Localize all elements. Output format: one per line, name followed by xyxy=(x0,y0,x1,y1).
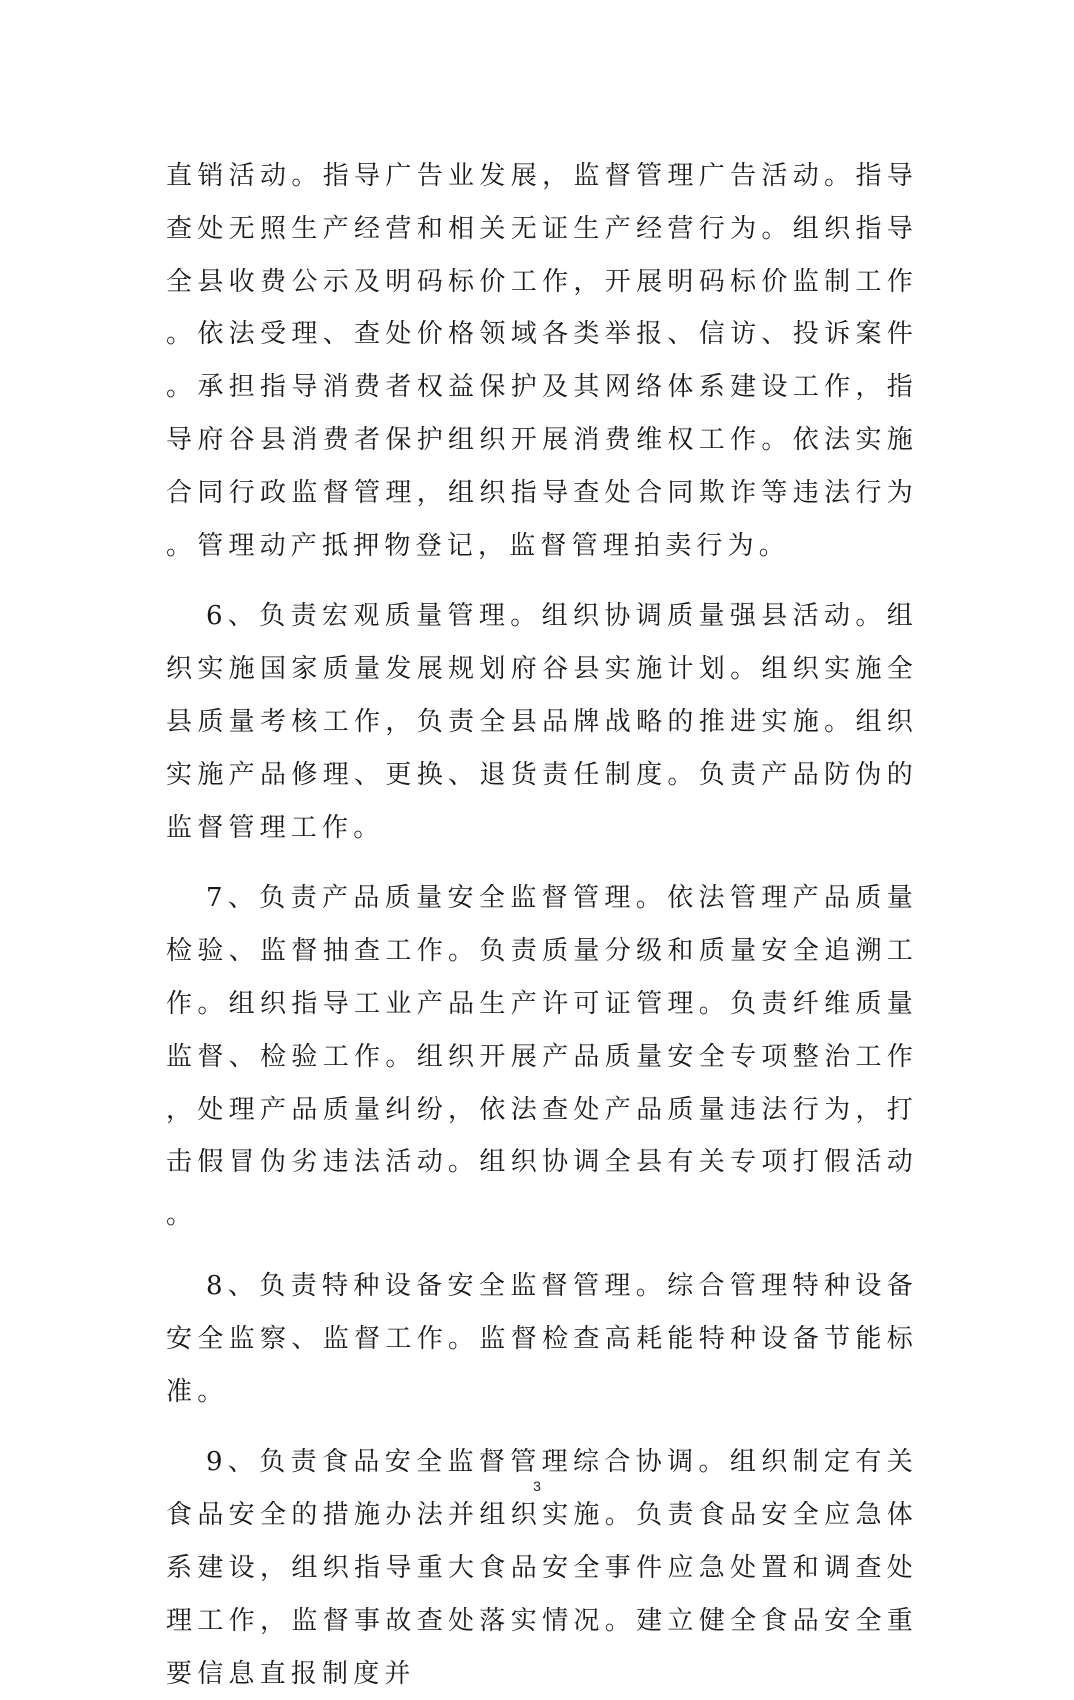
paragraph-item-7: 7、负责产品质量安全监督管理。依法管理产品质量检验、监督抽查工作。负责质量分级和质量安全追溯工作。组织指导工业产品生产许可证管理。负责纤维质量监督、检验工作。组织开展产品质量安全专项整治工作，处理产品质量纠纷，依法查处产品质量违法行为，打击假冒伪劣违法活动。组织协调全县有关专项打假活动。 xyxy=(166,883,918,1231)
paragraph-item-8: 8、负责特种设备安全监督管理。综合管理特种设备安全监察、监督工作。监督检查高耗能特种设备节能标准。 xyxy=(166,1270,918,1407)
paragraph-item-9: 9、负责食品安全监督管理综合协调。组织制定有关食品安全的措施办法并组织实施。负责食品安全应急体系建设，组织指导重大食品安全事件应急处置和调查处理工作，监督事故查处落实情况。建立健全食品安全重要信息直报制度并 xyxy=(166,1447,918,1689)
body-text xyxy=(166,150,918,1700)
page-number: 3 xyxy=(533,1478,541,1494)
paragraph-continuation: 直销活动。指导广告业发展，监督管理广告活动。指导查处无照生产经营和相关无证生产经营行为。组织指导全县收费公示及明码标价工作，开展明码标价监制工作。依法受理、查处价格领域各类举报、信访、投诉案件。承担指导消费者权益保护及其网络体系建设工作，指导府谷县消费者保护组织开展消费维权工作。依法实施合同行政监督管理，组织指导查处合同欺诈等违法行为。管理动产抵押物登记，监督管理拍卖行为。 xyxy=(166,161,918,561)
paragraph-item-6: 6、负责宏观质量管理。组织协调质量强县活动。组织实施国家质量发展规划府谷县实施计划。组织实施全县质量考核工作，负责全县品牌战略的推进实施。组织实施产品修理、更换、退货责任制度。负责产品防伪的监督管理工作。 xyxy=(166,601,918,843)
